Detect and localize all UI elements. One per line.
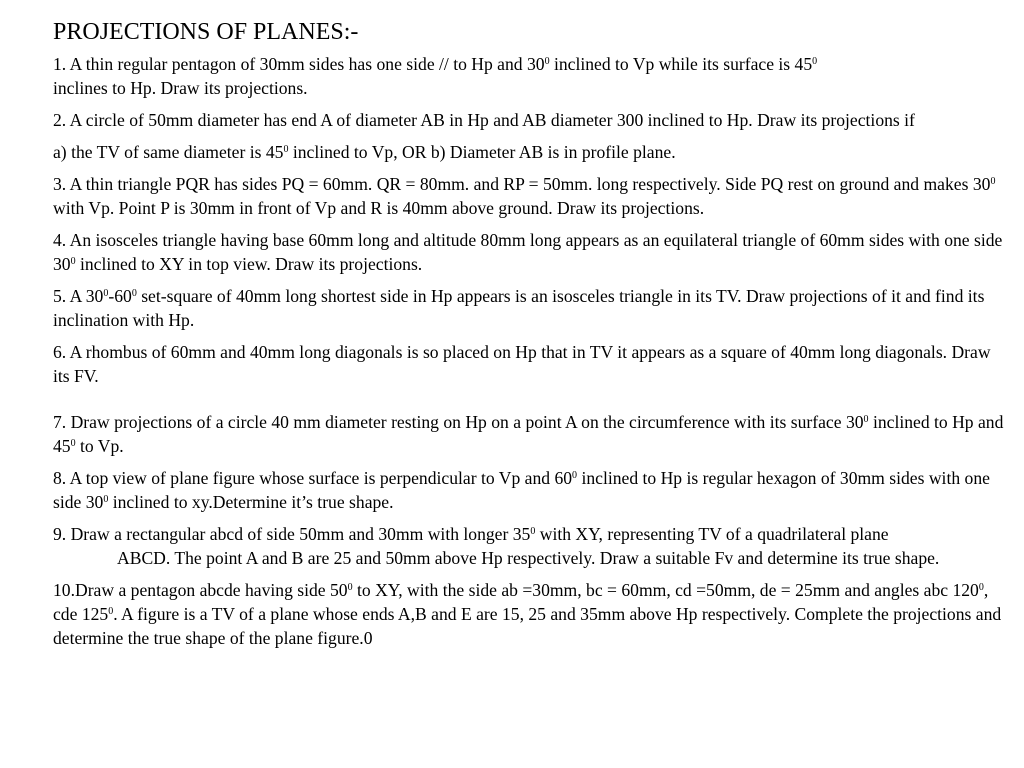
problem-text: , cde 125 [53,580,989,624]
problem-8 [53,466,1008,514]
problem-text: 10.Draw a pentagon abcde having side 50 [53,580,348,600]
degree-superscript: 0 [990,176,996,187]
degree-superscript: 0 [572,470,578,481]
slide-content [53,16,1008,658]
degree-superscript: 0 [812,56,818,67]
problem-6 [53,340,1008,388]
problem-text: with Vp. Point P is 30mm in front of Vp and R is 40mm above ground. Draw its projections. [53,198,705,218]
problem-text: ABCD. The point A and B are 25 and 50mm above Hp respectively. Draw a suitable Fv and determine its true shape. [117,548,940,568]
problem-text: 7. Draw projections of a circle 40 mm diameter resting on Hp on a point A on the circumference with its surface 30 [53,412,864,432]
problem-7 [53,410,1008,458]
problem-text: inclined to XY in top view. Draw its projections. [75,254,423,274]
degree-superscript: 0 [70,438,76,449]
problem-text: 5. A 30 [53,286,104,306]
problem-4 [53,228,1008,276]
degree-superscript: 0 [863,414,869,425]
problem-text: 6. A rhombus of 60mm and 40mm long diagonals is so placed on Hp that in TV it appears as a square of 40mm long diagonals. Draw its FV. [53,342,991,386]
degree-superscript: 0 [544,56,550,67]
problem-5 [53,284,1008,332]
problem-text: 1. A thin regular pentagon of 30mm sides has one side // to Hp and 30 [53,54,545,74]
problem-2 [53,108,1008,132]
problem-9 [53,522,1008,570]
problem-text: inclined to xy.Determine it’s true shape. [108,492,394,512]
degree-superscript: 0 [978,582,984,593]
problem-10 [53,578,1008,650]
problem-text: 3. A thin triangle PQR has sides PQ = 60mm. QR = 80mm. and RP = 50mm. long respectively. Side PQ rest on ground and makes 30 [53,174,991,194]
problem-text: 2. A circle of 50mm diameter has end A of diameter AB in Hp and AB diameter 300 inclined to Hp. Draw its projections if [53,110,915,130]
problem-2-options [53,140,1008,164]
problem-text: 8. A top view of plane figure whose surface is perpendicular to Vp and 60 [53,468,573,488]
degree-superscript: 0 [530,526,536,537]
problem-text: set-square of 40mm long shortest side in Hp appears is an isosceles triangle in its TV. Draw projections of it and find its inclination with Hp. [53,286,985,330]
problem-text: 4. An isosceles triangle having base 60mm long and altitude 80mm long appears as an equilateral triangle of 60mm sides with one side 30 [53,230,1003,274]
degree-superscript: 0 [347,582,353,593]
problem-3 [53,172,1008,220]
degree-superscript: 0 [70,256,76,267]
degree-superscript: 0 [283,144,289,155]
problem-text: inclined to Hp and 45 [53,412,1004,456]
problem-text: inclined to Vp, OR b) Diameter AB is in profile plane. [288,142,676,162]
problem-text: with XY, representing TV of a quadrilateral plane [535,524,889,544]
degree-superscript: 0 [108,606,114,617]
problem-text: to Vp. [75,436,124,456]
problem-text: . A figure is a TV of a plane whose ends A,B and E are 15, 25 and 35mm above Hp respectively. Complete the projections and determine the true shape of the plane figure.0 [53,604,1002,648]
problem-text: 9. Draw a rectangular abcd of side 50mm and 30mm with longer 35 [53,524,531,544]
problem-text: inclines to Hp. Draw its projections. [53,78,308,98]
problem-text: inclined to Vp while its surface is 45 [549,54,813,74]
degree-superscript: 0 [103,288,109,299]
problem-text: to XY, with the side ab =30mm, bc = 60mm, cd =50mm, de = 25mm and angles abc 120 [352,580,979,600]
degree-superscript: 0 [103,494,109,505]
degree-superscript: 0 [131,288,137,299]
page-title: PROJECTIONS OF PLANES:- [53,19,359,45]
problem-text: inclined to Hp is regular hexagon of 30mm sides with one side 30 [53,468,990,512]
problem-text: a) the TV of same diameter is 45 [53,142,284,162]
problem-1 [53,52,1008,100]
problem-text: -60 [108,286,132,306]
